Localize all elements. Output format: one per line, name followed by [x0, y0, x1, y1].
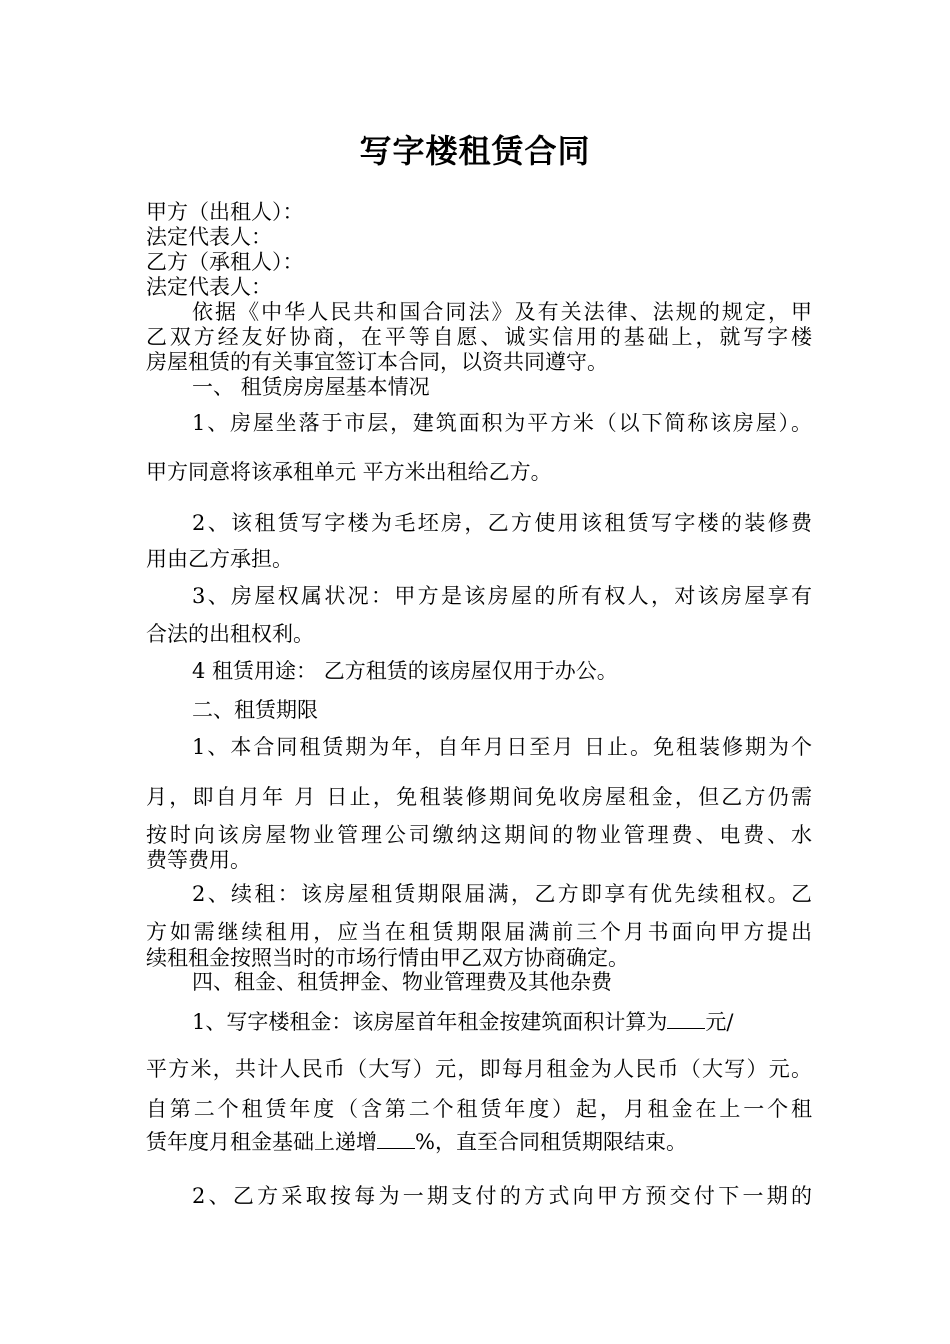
clause-4-1-line-4: [146, 1129, 812, 1155]
preamble-line-2: 乙双方经友好协商，在平等自愿、诚实信用的基础上，就写字楼: [146, 325, 812, 349]
clause-4-2-line-1: 2、乙方采取按每为一期支付的方式向甲方预交付下一期的: [192, 1184, 812, 1208]
party-a-representative-line: 法定代表人：: [146, 225, 272, 249]
clause-1-1-line-2: 甲方同意将该承租单元 平方米出租给乙方。: [146, 460, 552, 484]
clause-2-2-line-1: 2、续租：该房屋租赁期限届满，乙方即享有优先续租权。乙: [192, 882, 812, 906]
section-heading-4: 四、租金、租赁押金、物业管理费及其他杂费: [192, 970, 612, 994]
clause-2-1-line-4: 费等费用。: [146, 848, 251, 872]
clause-4-1-increase-text-start: 赁年度月租金基础上递增: [146, 1130, 377, 1154]
preamble-line-1: 依据《中华人民共和国合同法》及有关法律、法规的规定，甲: [192, 300, 812, 324]
rent-per-sqm-blank: [667, 1010, 705, 1029]
clause-1-1-line-1: 1、房屋坐落于市层，建筑面积为平方米（以下简称该房屋）。: [192, 411, 812, 435]
party-a-line: 甲方（出租人）：: [146, 200, 304, 224]
clause-4-1-line-1: [192, 1009, 812, 1035]
clause-1-3-line-1: 3、房屋权属状况：甲方是该房屋的所有权人，对该房屋享有: [192, 584, 812, 608]
clause-2-1-line-2: 月，即自月年 月 日止，免租装修期间免收房屋租金，但乙方仍需: [146, 785, 812, 809]
clause-1-2-line-2: 用由乙方承担。: [146, 547, 293, 571]
clause-4-1-line-2: 平方米，共计人民币（大写）元，即每月租金为人民币（大写）元。: [146, 1057, 812, 1081]
clause-1-3-line-2: 合法的出租权利。: [146, 622, 314, 646]
clause-2-2-line-3: 续租租金按照当时的市场行情由甲乙双方协商确定。: [146, 946, 629, 970]
clause-4-1-text-start: 1、写字楼租金：该房屋首年租金按建筑面积计算为: [192, 1010, 668, 1034]
clause-1-4-line: 4 租赁用途： 乙方租赁的该房屋仅用于办公。: [192, 659, 618, 683]
clause-2-1-line-1: 1、本合同租赁期为年，自年月日至月 日止。免租装修期为个: [192, 735, 812, 759]
party-b-representative-line: 法定代表人：: [146, 275, 272, 299]
preamble-line-3: 房屋租赁的有关事宜签订本合同，以资共同遵守。: [146, 350, 608, 374]
clause-1-2-line-1: 2、该租赁写字楼为毛坯房，乙方使用该租赁写字楼的装修费: [192, 511, 812, 535]
clause-4-1-line-3: 自第二个租赁年度（含第二个租赁年度）起，月租金在上一个租: [146, 1097, 812, 1121]
clause-4-1-increase-text-end: %，直至合同租赁期限结束。: [415, 1130, 687, 1154]
document-title: 写字楼租赁合同: [359, 132, 591, 170]
section-heading-1: 一、 租赁房房屋基本情况: [192, 375, 430, 399]
increase-rate-blank: [377, 1130, 415, 1149]
section-heading-2: 二、租赁期限: [192, 698, 318, 722]
clause-2-1-line-3: 按时向该房屋物业管理公司缴纳这期间的物业管理费、电费、水: [146, 823, 812, 847]
clause-2-2-line-2: 方如需继续租用，应当在租赁期限届满前三个月书面向甲方提出: [146, 920, 812, 944]
party-b-line: 乙方（承租人）：: [146, 250, 304, 274]
clause-4-1-text-end: 元/: [705, 1010, 734, 1034]
